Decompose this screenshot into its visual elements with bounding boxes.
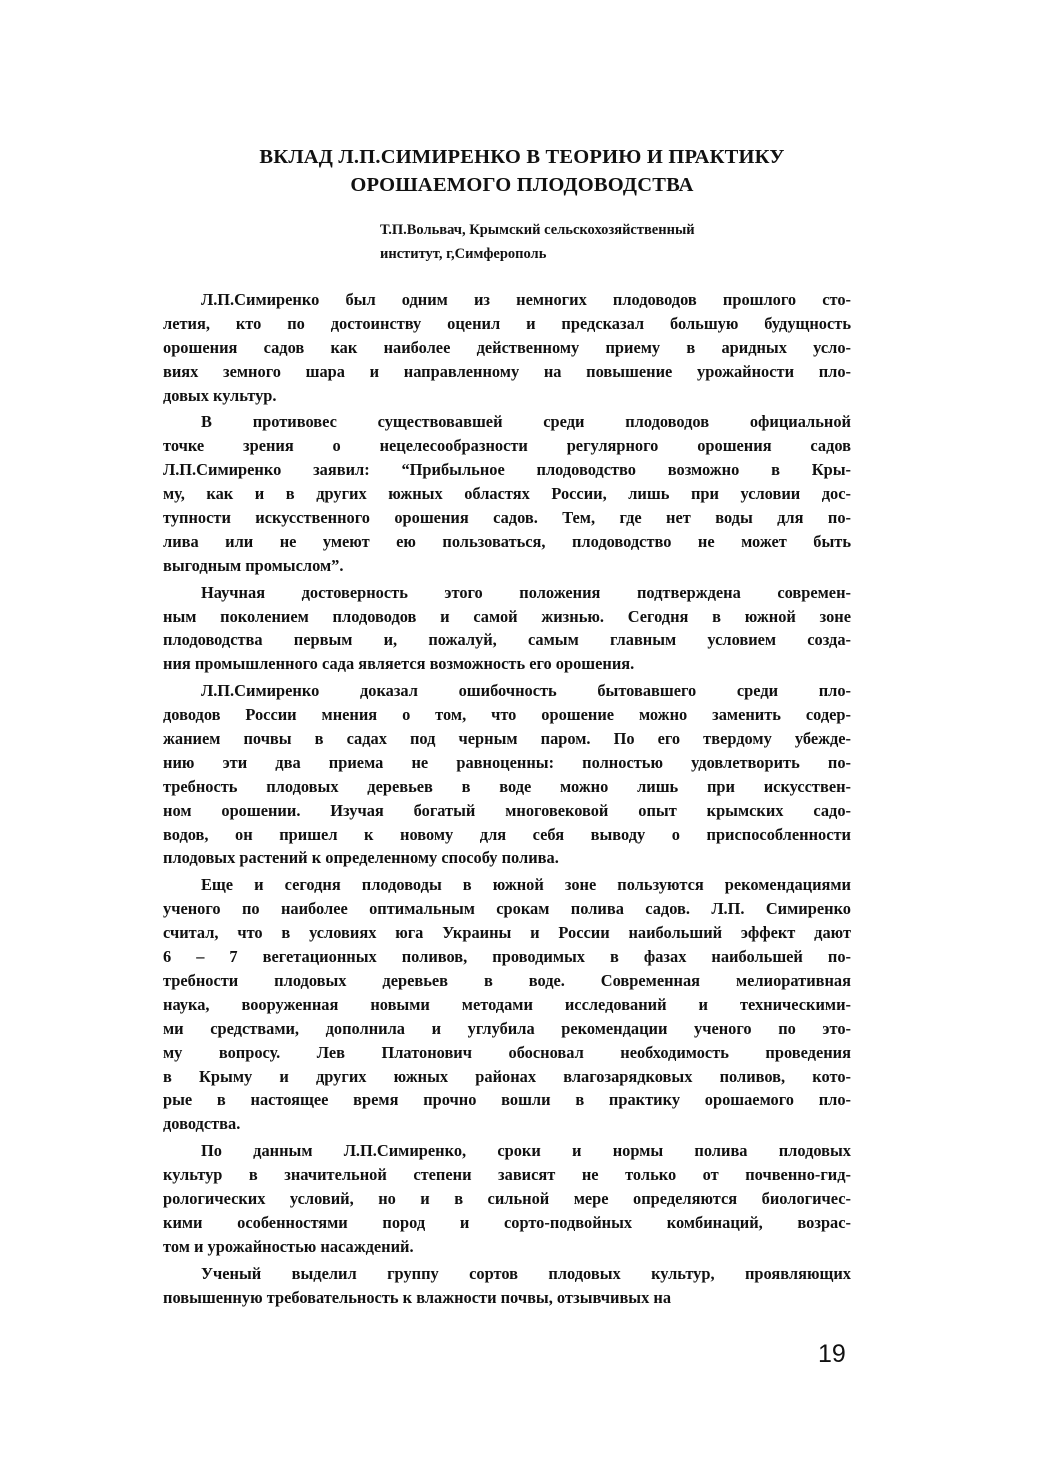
text-line: Л.П.Симиренко доказал ошибочность бытовавшего среди пло- <box>201 681 851 701</box>
paragraph <box>163 288 851 407</box>
text-line: нию эти два приема не равноценны: полностью удовлетворить по- <box>163 752 851 772</box>
text-line: Л.П.Симиренко заявил: “Прибыльное плодоводство возможно в Кры- <box>163 460 851 480</box>
article-title-line-1: ВКЛАД Л.П.СИМИРЕНКО В ТЕОРИЮ И ПРАКТИКУ <box>259 146 785 168</box>
text-line: Научная достоверность этого положения подтверждена современ- <box>201 582 851 602</box>
text-line: летия, кто по достоинству оценил и предсказал большую будущность <box>163 313 851 333</box>
text-line: му вопросу. Лев Платонович обосновал необходимость проведения <box>163 1042 851 1062</box>
text-line: му, как и в других южных областях России, лишь при условии дос- <box>163 484 851 504</box>
text-line: повышенную требовательность к влажности почвы, отзывчивых на <box>163 1287 672 1307</box>
article-title <box>150 143 894 199</box>
text-line: плодовых растений к определенному способу полива. <box>163 848 559 868</box>
text-line: ученого по наиболее оптимальным срокам полива садов. Л.П. Симиренко <box>163 899 851 919</box>
text-line: Л.П.Симиренко был одним из немногих плодоводов прошлого сто- <box>201 290 851 309</box>
text-line: жанием почвы в садах под черным паром. По его твердому убежде- <box>163 729 851 749</box>
text-line: лива или не умеют ею пользоваться, плодоводство не может быть <box>163 531 851 551</box>
text-line: рологических условий, но и в сильной мере определяются биологичес- <box>163 1188 851 1208</box>
paragraph <box>163 581 851 677</box>
author-line-1: Т.П.Вольвач, Крымский сельскохозяйственный <box>380 222 695 238</box>
text-line: в Крыму и других южных районах влагозарядковых поливов, кото- <box>163 1066 851 1086</box>
paragraph <box>163 1139 851 1258</box>
paragraph <box>163 679 851 870</box>
text-line: требности плодовых деревьев в воде. Современная мелиоративная <box>163 970 851 990</box>
text-line: ным поколением плодоводов и самой жизнью. Сегодня в южной зоне <box>163 606 851 626</box>
text-line: выгодным промыслом”. <box>163 555 344 575</box>
paragraph <box>163 1262 851 1310</box>
article-title-line-2: ОРОШАЕМОГО ПЛОДОВОДСТВА <box>350 174 694 196</box>
text-line: Ученый выделил группу сортов плодовых культур, проявляющих <box>201 1263 851 1283</box>
text-line: считал, что в условиях юга Украины и России наибольший эффект дают <box>163 923 851 943</box>
text-line: ния промышленного сада является возможность его орошения. <box>163 654 635 674</box>
text-line: том и урожайностью насаждений. <box>163 1236 414 1256</box>
text-line: орошения садов как наиболее действенному приему в аридных усло- <box>163 337 851 357</box>
text-line: водов, он пришел к новому для себя выводу о приспособленности <box>163 824 851 844</box>
text-line: плодоводства первым и, пожалуй, самым главным условием созда- <box>163 630 851 650</box>
text-line: По данным Л.П.Симиренко, сроки и нормы полива плодовых <box>201 1141 851 1161</box>
article-body <box>163 288 851 1312</box>
text-line: ном орошении. Изучая богатый многовековой опыт крымских садо- <box>163 800 851 820</box>
page-number: 19 <box>818 1340 846 1368</box>
text-line: наука, вооруженная новыми методами исследований и техническими- <box>163 994 851 1014</box>
text-line: точке зрения о нецелесообразности регулярного орошения садов <box>163 436 851 456</box>
author-affiliation <box>380 218 830 266</box>
text-line: требность плодовых деревьев в воде можно лишь при искусствен- <box>163 776 851 796</box>
author-line-2: институт, г,Симферополь <box>380 246 547 262</box>
text-line: виях земного шара и направленному на повышение урожайности пло- <box>163 361 851 381</box>
text-line: доводов России мнения о том, что орошение можно заменить содер- <box>163 705 851 725</box>
paragraph <box>163 873 851 1136</box>
text-line: В противовес существовавшей среди плодоводов официальной <box>201 412 851 432</box>
text-line: Еще и сегодня плодоводы в южной зоне пользуются рекомендациями <box>201 875 851 895</box>
text-line: доводства. <box>163 1114 241 1134</box>
text-line: ми средствами, дополнила и углубила рекомендации ученого по это- <box>163 1018 851 1038</box>
text-line: довых культур. <box>163 385 277 405</box>
paragraph <box>163 410 851 577</box>
text-line: тупности искусственного орошения садов. Тем, где нет воды для по- <box>163 508 851 528</box>
text-line: 6 – 7 вегетационных поливов, проводимых в фазах наибольшей по- <box>163 947 851 967</box>
text-line: кими особенностями пород и сорто-подвойных комбинаций, возрас- <box>163 1212 851 1232</box>
text-line: рые в настоящее время прочно вошли в практику орошаемого пло- <box>163 1090 851 1110</box>
text-line: культур в значительной степени зависят не только от почвенно-гид- <box>163 1165 851 1185</box>
